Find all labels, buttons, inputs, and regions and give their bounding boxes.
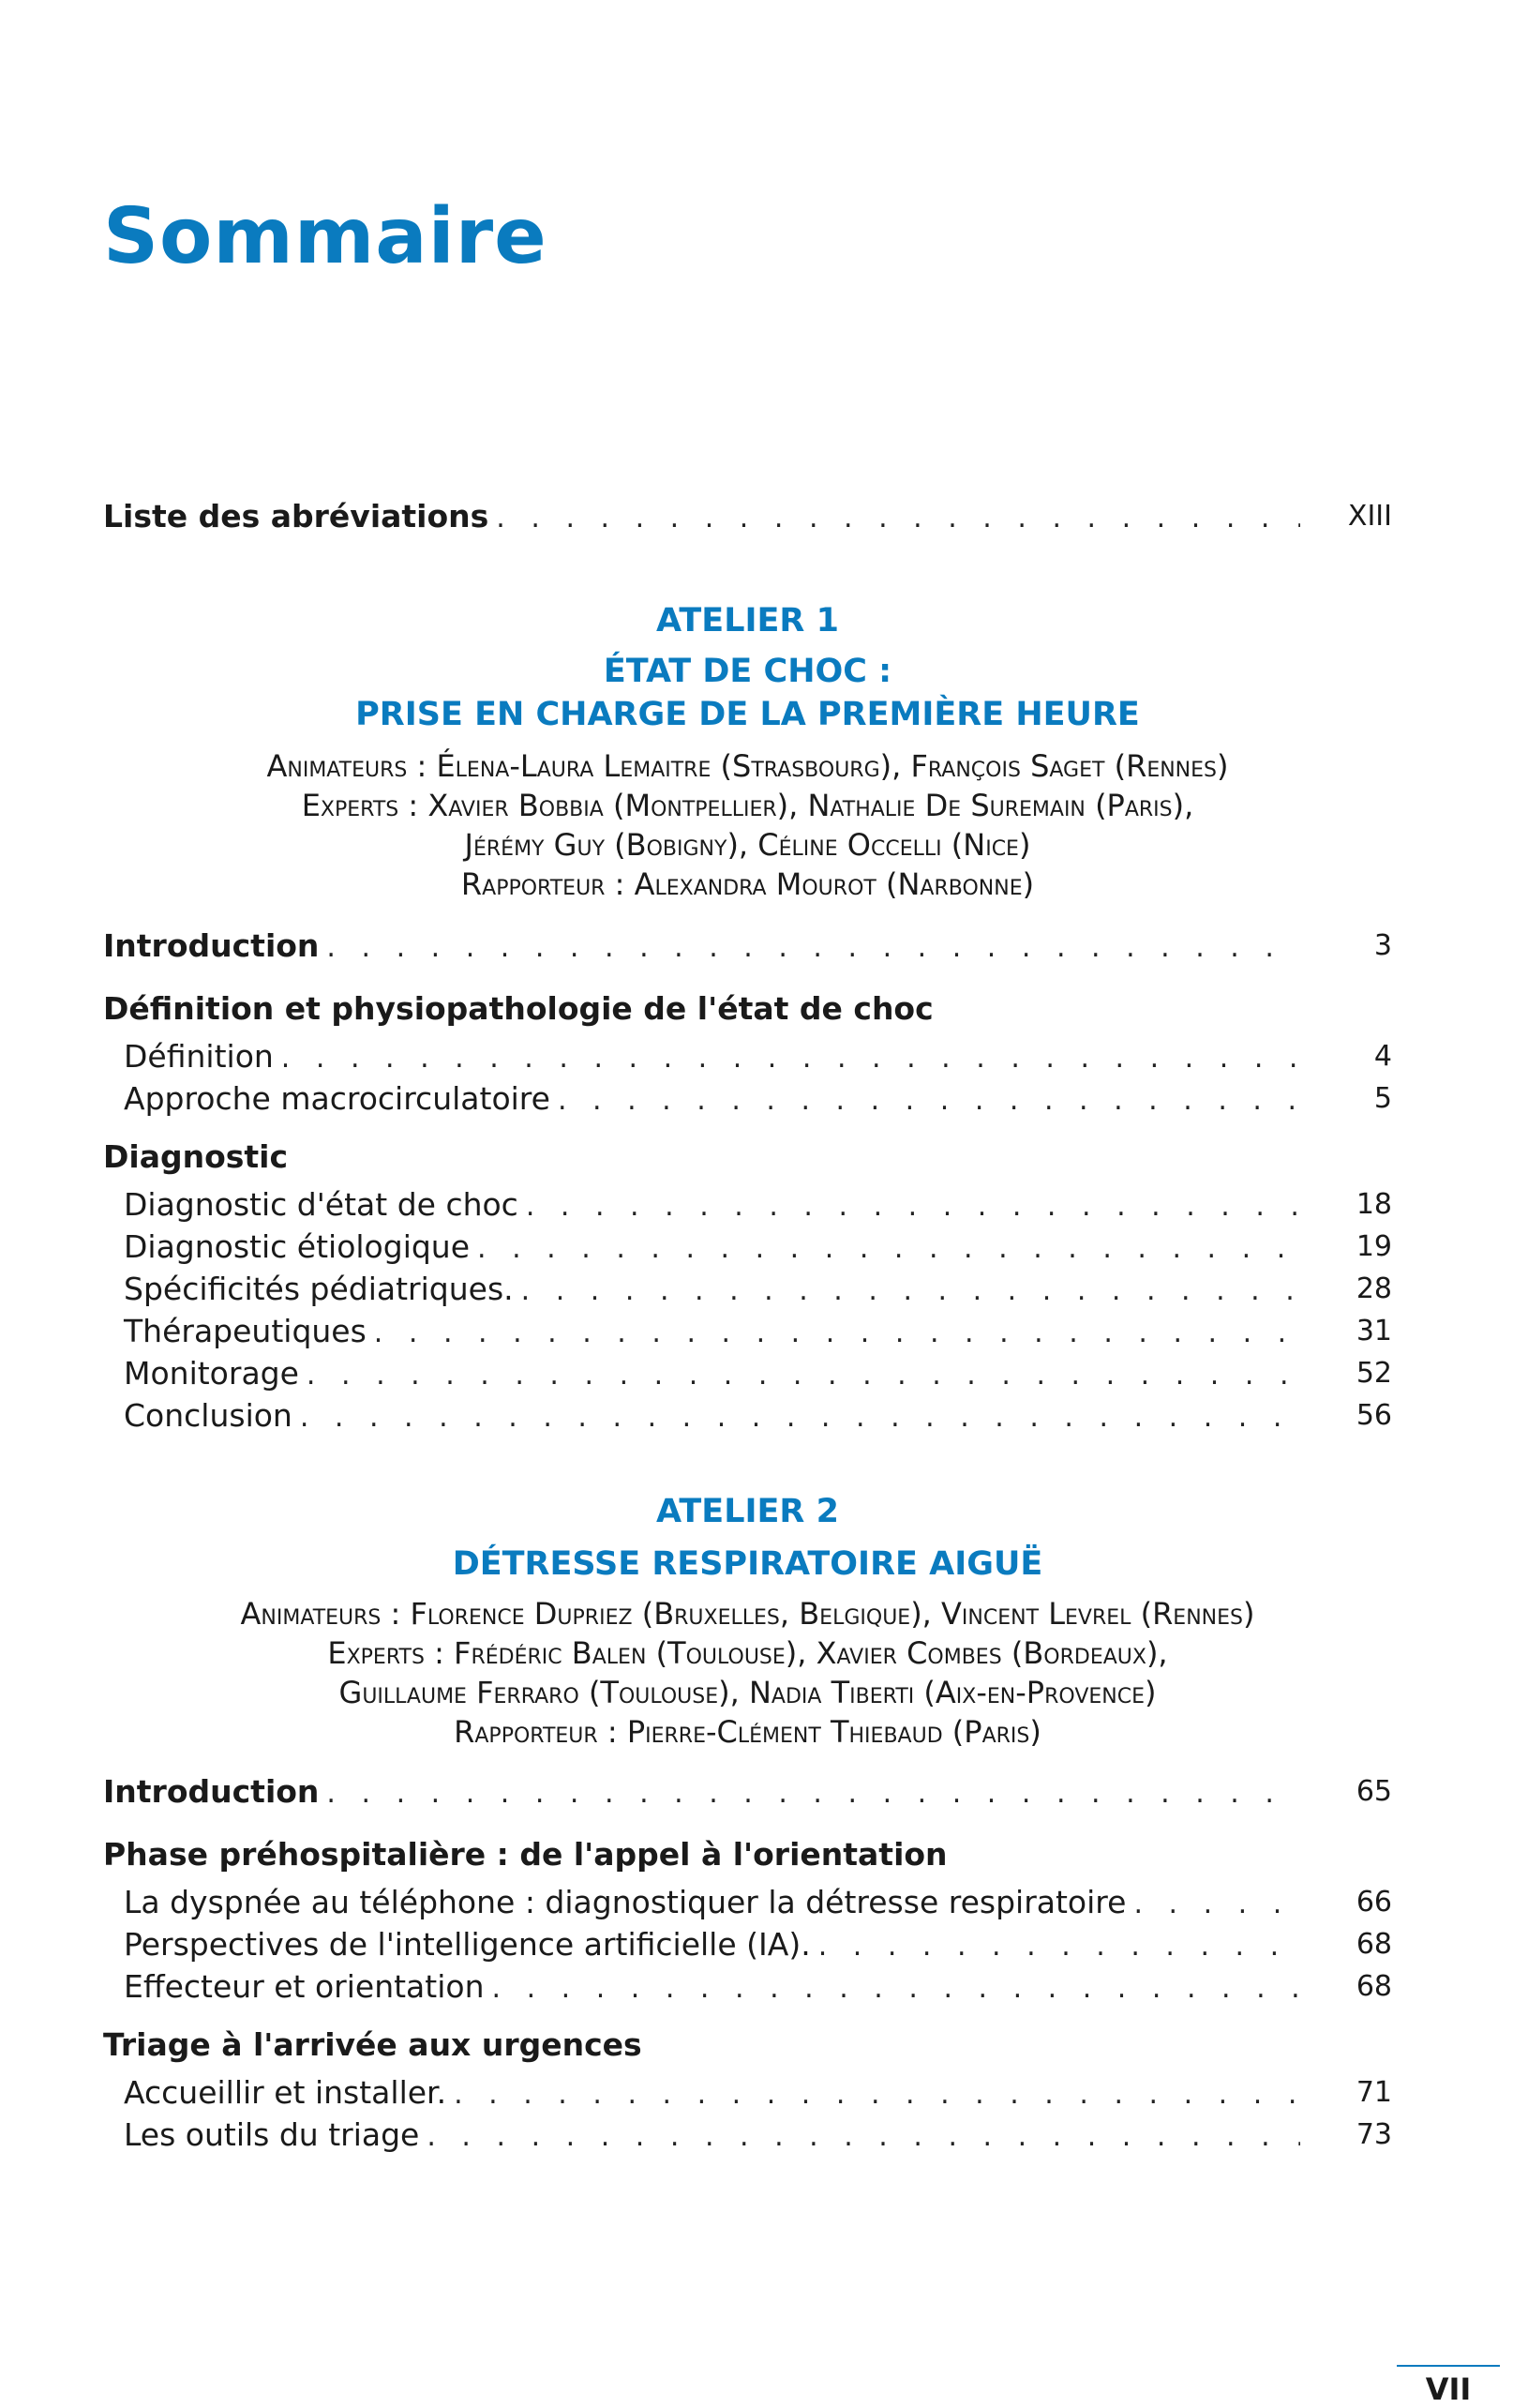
toc-entry-label: Les outils du triage bbox=[124, 2115, 420, 2153]
page-title: Sommaire bbox=[103, 192, 547, 281]
dot-leader bbox=[326, 927, 1300, 964]
atelier-2-experts-1: Experts : Frédéric Balen (Toulouse), Xavier Combes (Bordeaux), bbox=[327, 1635, 1168, 1671]
dot-leader bbox=[326, 1773, 1300, 1810]
dot-leader bbox=[558, 1080, 1300, 1117]
toc-entry-label: Conclusion bbox=[124, 1396, 292, 1434]
toc-entry[interactable] bbox=[124, 1394, 1392, 1436]
toc-page-number: 3 bbox=[1373, 928, 1392, 962]
toc-entry[interactable] bbox=[124, 1226, 1392, 1267]
toc-page-number: 66 bbox=[1356, 1885, 1392, 1919]
toc-entry-introduction-1[interactable] bbox=[103, 925, 1392, 966]
dot-leader bbox=[307, 1355, 1300, 1392]
atelier-2-number: ATELIER 2 bbox=[656, 1493, 839, 1530]
dot-leader bbox=[496, 498, 1300, 534]
section-heading: Phase préhospitalière : de l'appel à l'orientation bbox=[103, 1836, 948, 1873]
page-number: VII bbox=[1425, 2371, 1472, 2407]
atelier-2-experts-2: Guillaume Ferraro (Toulouse), Nadia Tiberti (Aix-en-Provence) bbox=[338, 1675, 1157, 1710]
toc-entry-label: Accueillir et installer. bbox=[124, 2073, 447, 2111]
dot-leader bbox=[454, 2074, 1300, 2111]
toc-entry-label: Effecteur et orientation bbox=[124, 1967, 485, 2005]
toc-entry[interactable] bbox=[124, 1077, 1392, 1119]
toc-entry-introduction-2[interactable] bbox=[103, 1770, 1392, 1812]
toc-page-number: 19 bbox=[1356, 1229, 1392, 1263]
toc-page-number: 73 bbox=[1356, 2117, 1392, 2151]
toc-page-number: 4 bbox=[1373, 1039, 1392, 1073]
toc-entry-label: Diagnostic d'état de choc bbox=[124, 1185, 518, 1223]
toc-entry[interactable] bbox=[124, 1035, 1392, 1076]
toc-entry[interactable] bbox=[124, 1352, 1392, 1393]
toc-entry[interactable] bbox=[124, 1183, 1392, 1225]
toc-entry[interactable] bbox=[124, 1310, 1392, 1351]
atelier-2-rapporteur: Rapporteur : Pierre-Clément Thiebaud (Paris) bbox=[454, 1714, 1041, 1750]
dot-leader bbox=[818, 1926, 1300, 1963]
toc-entry-label: Liste des abréviations bbox=[103, 497, 489, 534]
atelier-1-number: ATELIER 1 bbox=[656, 602, 839, 640]
dot-leader bbox=[526, 1186, 1300, 1223]
toc-entry[interactable] bbox=[124, 1268, 1392, 1309]
toc-page-number: 52 bbox=[1356, 1356, 1392, 1390]
dot-leader bbox=[492, 1968, 1301, 2005]
toc-page-number: 28 bbox=[1356, 1272, 1392, 1305]
dot-leader bbox=[300, 1397, 1300, 1434]
toc-page-number: 18 bbox=[1356, 1187, 1392, 1221]
toc-entry[interactable] bbox=[124, 1881, 1392, 1922]
toc-entry[interactable] bbox=[124, 2114, 1392, 2155]
section-heading: Définition et physiopathologie de l'état de choc bbox=[103, 990, 934, 1027]
toc-page-number: 56 bbox=[1356, 1398, 1392, 1432]
toc-entry-label: Introduction bbox=[103, 926, 320, 964]
toc-page-number: 65 bbox=[1356, 1774, 1392, 1808]
toc-entry-abbreviations[interactable] bbox=[103, 495, 1392, 536]
toc-entry-label: Perspectives de l'intelligence artificielle (IA). bbox=[124, 1925, 811, 1963]
toc-entry[interactable] bbox=[124, 2071, 1392, 2113]
toc-page-number: 5 bbox=[1373, 1081, 1392, 1115]
toc-page-number: 68 bbox=[1356, 1969, 1392, 2003]
atelier-1-experts-1: Experts : Xavier Bobbia (Montpellier), Nathalie De Suremain (Paris), bbox=[301, 788, 1194, 823]
section-heading: Diagnostic bbox=[103, 1138, 289, 1175]
toc-entry-label: Introduction bbox=[103, 1772, 320, 1810]
toc-page-number: 71 bbox=[1356, 2075, 1392, 2109]
atelier-1-title-line-1: ÉTAT DE CHOC : bbox=[603, 653, 892, 690]
dot-leader bbox=[1133, 1884, 1300, 1920]
atelier-1-title-line-2: PRISE EN CHARGE DE LA PREMIÈRE HEURE bbox=[355, 696, 1140, 733]
atelier-2-title-line-1: DÉTRESSE RESPIRATOIRE AIGUË bbox=[452, 1545, 1043, 1583]
atelier-2-animators: Animateurs : Florence Dupriez (Bruxelles, Belgique), Vincent Levrel (Rennes) bbox=[240, 1596, 1255, 1632]
atelier-1-experts-2: Jérémy Guy (Bobigny), Céline Occelli (Nice) bbox=[464, 827, 1031, 863]
toc-entry-label: La dyspnée au téléphone : diagnostiquer la détresse respiratoire bbox=[124, 1883, 1127, 1920]
dot-leader bbox=[281, 1038, 1300, 1075]
dot-leader bbox=[521, 1271, 1300, 1307]
footer-rule bbox=[1397, 2365, 1500, 2367]
toc-entry-label: Diagnostic étiologique bbox=[124, 1227, 471, 1265]
toc-entry-label: Spécificités pédiatriques. bbox=[124, 1270, 514, 1307]
toc-entry[interactable] bbox=[124, 1965, 1392, 2007]
toc-page-number: 31 bbox=[1356, 1314, 1392, 1347]
section-heading: Triage à l'arrivée aux urgences bbox=[103, 2026, 642, 2063]
toc-entry-label: Monitorage bbox=[124, 1354, 299, 1392]
toc-entry-label: Approche macrocirculatoire bbox=[124, 1079, 550, 1117]
toc-page-number: 68 bbox=[1356, 1927, 1392, 1961]
dot-leader bbox=[477, 1228, 1300, 1265]
dot-leader bbox=[374, 1313, 1300, 1349]
dot-leader bbox=[427, 2116, 1300, 2153]
toc-entry-label: Thérapeutiques bbox=[124, 1312, 367, 1349]
toc-page-number: XIII bbox=[1347, 499, 1392, 533]
toc-entry-label: Définition bbox=[124, 1037, 274, 1075]
atelier-1-rapporteur: Rapporteur : Alexandra Mourot (Narbonne) bbox=[460, 866, 1035, 902]
atelier-1-animators: Animateurs : Élena-Laura Lemaitre (Strasbourg), François Saget (Rennes) bbox=[266, 748, 1229, 784]
toc-entry[interactable] bbox=[124, 1923, 1392, 1964]
